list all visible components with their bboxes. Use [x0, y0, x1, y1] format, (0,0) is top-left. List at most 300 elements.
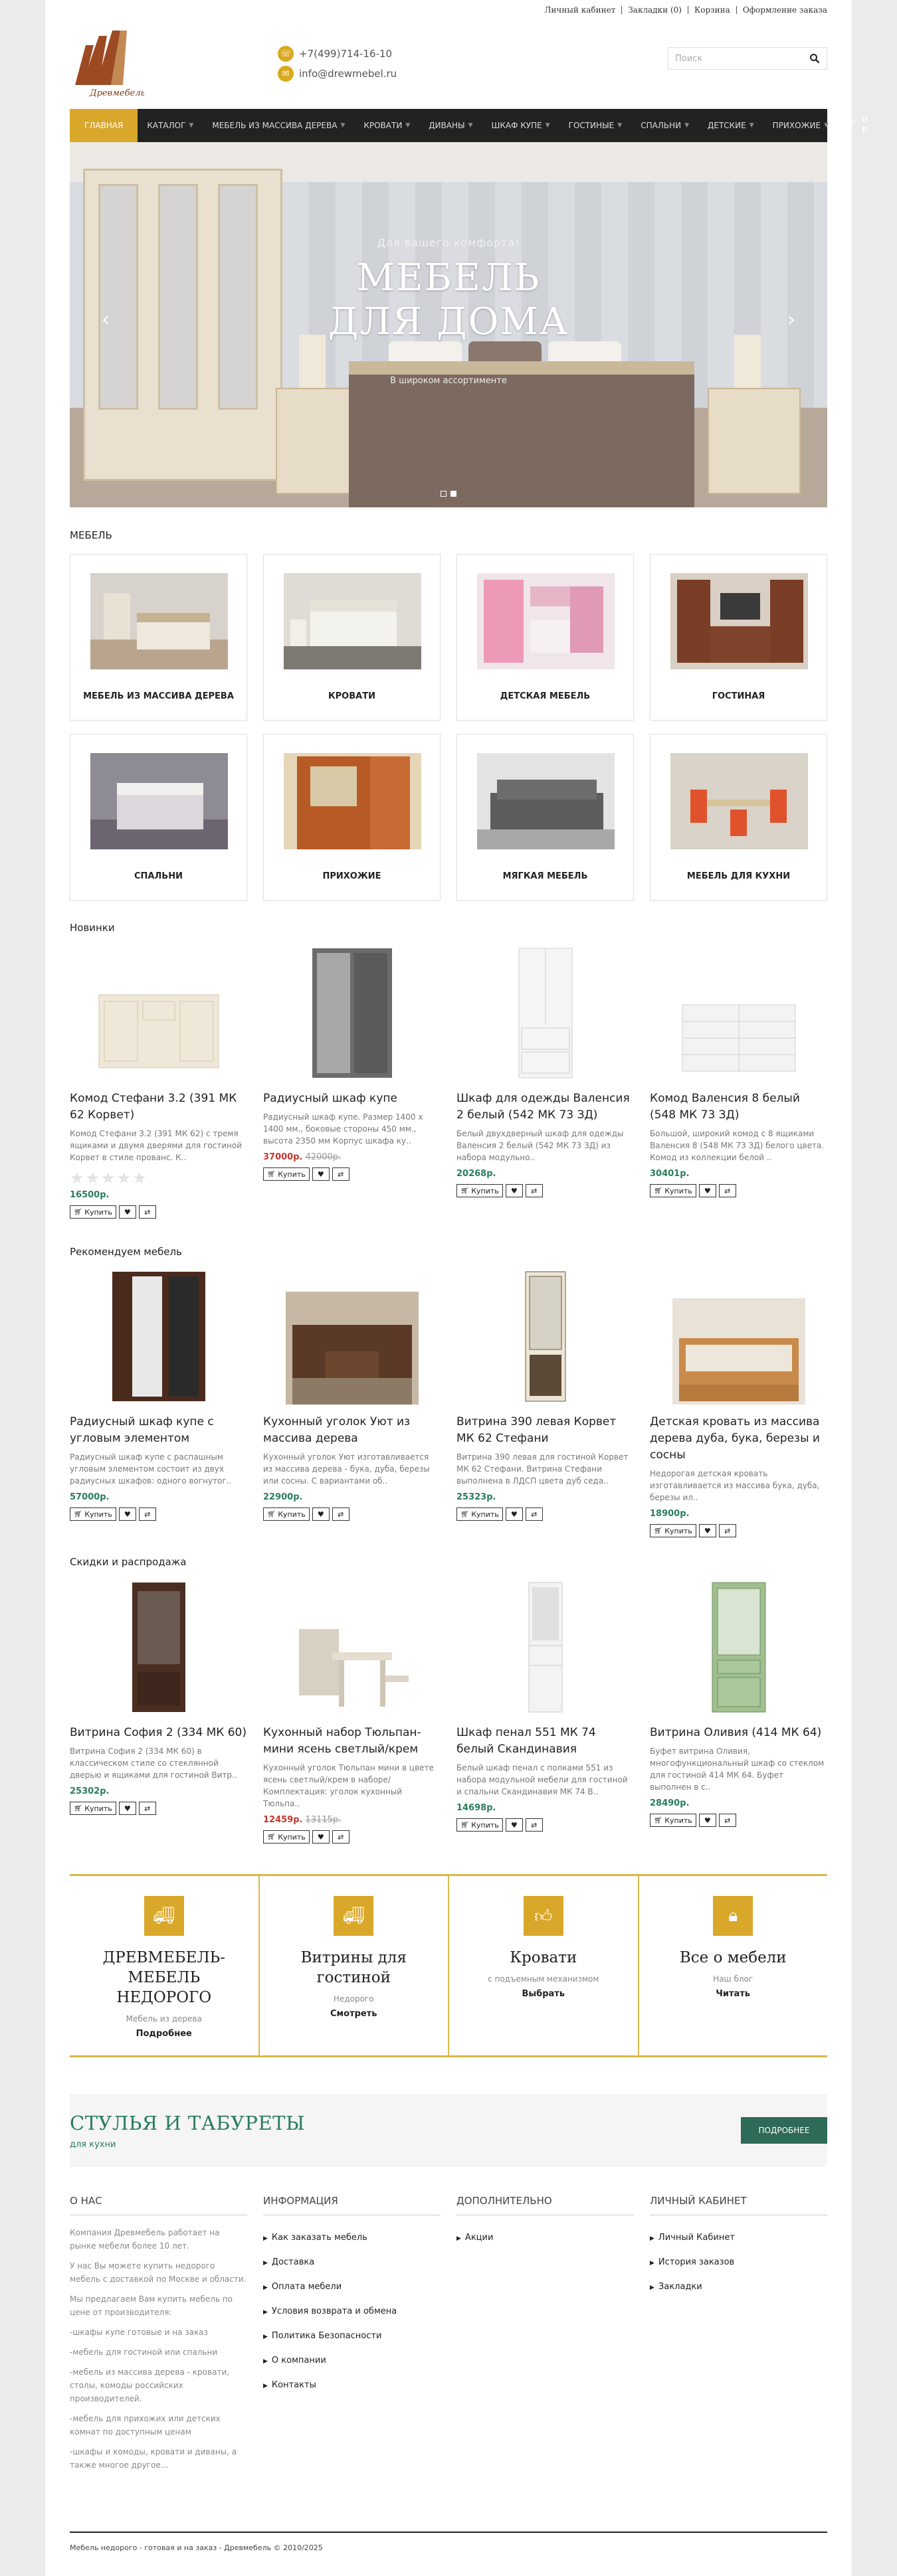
banner-button[interactable]: ПОДРОБНЕЕ [741, 2117, 827, 2144]
cart-icon: 🛒︎ [837, 119, 852, 132]
product-title[interactable]: Витрина 390 левая Корвет МК 62 Стефани [456, 1415, 617, 1445]
chevron-down-icon: ▼ [468, 122, 473, 129]
footer-link[interactable] [263, 2251, 441, 2275]
lock-icon: 🔒︎ [713, 1896, 753, 1936]
heart-icon: ♥ [704, 1526, 711, 1535]
product-card [650, 1268, 827, 1537]
cart-icon: 🛒︎ [74, 1208, 82, 1216]
footer-link-label: Политика Безопасности [271, 2331, 382, 2341]
compare-button[interactable] [719, 1524, 736, 1537]
category-image [90, 753, 228, 849]
product-description: Белый двухдверный шкаф для одежды Валенсия 2 белый (542 МК 73 ЗД) из набора модульно.. [456, 1129, 624, 1162]
product-title[interactable]: Комод Стефани 3.2 (391 МК 62 Корвет) [70, 1092, 237, 1122]
recommended-grid [70, 1268, 827, 1537]
category-card[interactable] [263, 734, 441, 901]
compare-button[interactable] [332, 1830, 349, 1844]
footer-link[interactable] [263, 2324, 441, 2349]
promo-block [260, 1876, 450, 2055]
buy-label: Купить [471, 1509, 499, 1519]
new-products-heading: Новинки [70, 922, 115, 934]
footer-link[interactable] [263, 2349, 441, 2373]
compare-button[interactable] [332, 1507, 349, 1521]
buy-button[interactable] [70, 1205, 116, 1219]
promo-link[interactable]: Выбрать [522, 1989, 565, 1999]
heart-icon: ♥ [124, 1207, 131, 1217]
top-links [538, 0, 827, 20]
slider-prev-icon[interactable]: ‹ [102, 308, 110, 331]
footer-text: -мебель для гостиной или спальни [70, 2348, 218, 2357]
buy-label: Купить [84, 1207, 112, 1217]
product-title[interactable]: Витрина София 2 (334 МК 60) [70, 1726, 247, 1739]
header-cart[interactable] [838, 115, 882, 136]
product-title[interactable]: Радиусный шкаф купе с угловым элементом [70, 1415, 214, 1445]
cart-icon: 🛒︎ [460, 1187, 469, 1195]
cart-icon: 🛒︎ [74, 1510, 82, 1518]
product-price [456, 1492, 634, 1502]
footer-info [263, 2195, 441, 2398]
footer-text: -мебель для прихожих или детских комнат по доступным ценам [70, 2414, 221, 2437]
buy-label: Купить [278, 1509, 306, 1519]
footer-link-label: Акции [464, 2233, 494, 2243]
search-icon[interactable] [809, 53, 820, 64]
compare-button[interactable] [139, 1507, 156, 1521]
heart-icon: ♥ [510, 1820, 518, 1830]
price-old: 13115р. [305, 1815, 342, 1825]
category-label: ГОСТИНАЯ [712, 691, 765, 701]
category-label: ПРИХОЖИЕ [322, 871, 381, 881]
hero-subtitle: Для вашего комфорта! [377, 236, 520, 249]
heart-icon: ♥ [124, 1509, 131, 1519]
product-image[interactable] [456, 945, 634, 1081]
nav-label: ШКАФ КУПЕ [491, 121, 542, 130]
footer-heading: О НАС [70, 2195, 247, 2215]
product-title[interactable]: Шкаф пенал 551 МК 74 белый Скандинавия [456, 1726, 596, 1756]
product-image[interactable] [650, 945, 827, 1081]
product-description: Витрина 390 левая для гостиной Корвет МК 62 Стефани. Витрина Стефани выполнена в ЛДСП цвета дуб седа.. [456, 1452, 629, 1486]
product-actions [70, 1802, 247, 1815]
nav-label: КРОВАТИ [363, 121, 403, 130]
wishlist-button[interactable] [119, 1802, 136, 1815]
heart-icon: ♥ [704, 1816, 711, 1825]
category-card[interactable] [70, 734, 247, 901]
heart-icon: ♥ [317, 1509, 324, 1519]
footer-link[interactable] [650, 2275, 827, 2300]
chevron-right-icon: ▶ [263, 2334, 268, 2340]
chevron-right-icon: ▶ [263, 2260, 268, 2267]
main-nav [70, 109, 870, 142]
cart-icon: 🛒︎ [267, 1510, 276, 1518]
chevron-right-icon: ▶ [263, 2358, 268, 2365]
category-image [284, 573, 421, 669]
compare-icon: ⇄ [531, 1186, 538, 1195]
buy-button[interactable] [650, 1524, 696, 1537]
cart-icon: 🛒︎ [267, 1833, 276, 1841]
price-old: 42000р. [305, 1152, 342, 1162]
chevron-down-icon: ▼ [684, 122, 689, 129]
nav-label: СПАЛЬНИ [641, 121, 682, 130]
copyright: Мебель недорого - готовая и на заказ - Древмебель © 2010/2025 [70, 2532, 827, 2552]
heart-icon: ♥ [317, 1169, 324, 1179]
compare-icon: ⇄ [144, 1509, 151, 1519]
compare-button[interactable] [139, 1205, 156, 1219]
product-card [650, 1579, 827, 1844]
category-card[interactable] [263, 554, 441, 721]
footer-link[interactable] [263, 2300, 441, 2324]
buy-label: Купить [664, 1526, 692, 1535]
price-new: 12459р. [263, 1815, 303, 1825]
category-grid [70, 554, 827, 901]
footer-link[interactable] [650, 2251, 827, 2275]
product-title[interactable]: Радиусный шкаф купе [263, 1092, 397, 1105]
product-title[interactable]: Кухонный уголок Уют из массива дерева [263, 1415, 411, 1445]
page [45, 0, 870, 2576]
product-title[interactable]: Детская кровать из массива дерева дуба, бука, березы и сосны [650, 1415, 820, 1462]
wishlist-button[interactable] [506, 1818, 523, 1832]
compare-button[interactable] [139, 1802, 156, 1815]
hero-nightstand [708, 388, 801, 494]
chevron-right-icon: ▶ [650, 2284, 654, 2291]
banner-title: СТУЛЬЯ И ТАБУРЕТЫ [70, 2111, 306, 2134]
category-image [477, 753, 615, 849]
nav-item-sofas[interactable] [419, 109, 482, 142]
buy-label: Купить [471, 1820, 499, 1830]
product-actions [650, 1524, 827, 1537]
product-price [456, 1169, 634, 1179]
slider-dot[interactable] [441, 491, 447, 497]
wishlist-link[interactable]: Закладки (0) [622, 6, 688, 14]
footer-link-label: Контакты [271, 2380, 316, 2390]
buy-label: Купить [664, 1186, 692, 1195]
product-description: Радиусный шкаф купе. Размер 1400 х 1400 мм., боковые стороны 450 мм., высота 2350 мм Корпус шкафа ку.. [263, 1112, 423, 1146]
nav-label: ДЕТСКИЕ [708, 121, 746, 130]
footer-account [650, 2195, 827, 2300]
compare-icon: ⇄ [338, 1832, 344, 1842]
compare-button[interactable] [332, 1167, 349, 1181]
product-image[interactable] [70, 1268, 247, 1405]
footer-text: -шкафы и комоды, кровати и диваны, а также многое другое... [70, 2447, 237, 2470]
compare-button[interactable] [526, 1818, 543, 1832]
buy-button[interactable] [263, 1830, 310, 1844]
product-image[interactable] [650, 1579, 827, 1715]
category-label: СПАЛЬНИ [134, 871, 183, 881]
price-new: 22900р. [263, 1492, 303, 1502]
compare-button[interactable] [526, 1184, 543, 1197]
sale-grid [70, 1579, 827, 1844]
price-new: 16500р. [70, 1190, 110, 1200]
wishlist-button[interactable] [119, 1507, 136, 1521]
chevron-down-icon: ▼ [617, 122, 623, 129]
product-actions [263, 1507, 441, 1521]
chevron-down-icon: ▼ [405, 122, 411, 129]
promo-block [70, 1876, 260, 2055]
price-new: 30401р. [650, 1169, 690, 1179]
compare-icon: ⇄ [531, 1820, 538, 1830]
compare-icon: ⇄ [724, 1186, 731, 1195]
buy-button[interactable] [70, 1802, 116, 1815]
category-card[interactable] [650, 554, 827, 721]
wishlist-button[interactable] [699, 1524, 716, 1537]
footer-link[interactable] [263, 2226, 441, 2251]
categories-heading: МЕБЕЛЬ [70, 529, 112, 541]
nav-item-kids[interactable] [698, 109, 763, 142]
heart-icon: ♥ [124, 1804, 131, 1813]
buy-button[interactable] [650, 1184, 696, 1197]
wishlist-button[interactable] [119, 1205, 136, 1219]
category-card[interactable] [650, 734, 827, 901]
product-description: Недорогая детская кровать изготавливается из массива бука, дуба, березы ил.. [650, 1469, 820, 1502]
product-actions [650, 1814, 827, 1827]
chevron-down-icon: ▼ [189, 122, 194, 129]
footer-link-label: Закладки [658, 2282, 702, 2292]
banner-text [70, 2112, 305, 2150]
buy-label: Купить [84, 1509, 112, 1519]
promo-block [449, 1876, 639, 2055]
compare-button[interactable] [526, 1507, 543, 1521]
product-title[interactable]: Шкаф для одежды Валенсия 2 белый (542 МК 73 ЗД) [456, 1092, 630, 1122]
compare-icon: ⇄ [531, 1509, 538, 1519]
promo-subtitle: Недорого [333, 1994, 374, 2004]
wishlist-button[interactable] [699, 1184, 716, 1197]
footer-link-label: История заказов [658, 2257, 735, 2267]
price-new: 18900р. [650, 1509, 690, 1519]
promo-subtitle: с подъемным механизмом [488, 1974, 599, 1984]
cart-icon: 🛒︎ [654, 1816, 662, 1824]
product-actions [456, 1818, 634, 1832]
buy-label: Купить [471, 1186, 499, 1195]
promo-title: ДРЕВМЕБЕЛЬ-МЕБЕЛЬ НЕДОРОГО [102, 1949, 225, 2006]
wishlist-button[interactable] [506, 1507, 523, 1521]
chevron-right-icon: ▶ [263, 2383, 268, 2389]
buy-label: Купить [278, 1832, 306, 1842]
product-actions [263, 1167, 441, 1181]
nav-label: ГЛАВНАЯ [84, 121, 124, 130]
footer-extra [456, 2195, 634, 2251]
product-title[interactable]: Кухонный набор Тюльпан-мини ясень светлый/крем [263, 1726, 421, 1756]
promo-subtitle: Мебель из дерева [126, 2014, 202, 2023]
promo-link[interactable]: Подробнее [136, 2029, 192, 2039]
product-image[interactable] [456, 1268, 634, 1405]
product-price [263, 1152, 441, 1162]
cart-link[interactable]: Корзина [688, 6, 737, 14]
nav-item-beds[interactable] [354, 109, 419, 142]
compare-icon: ⇄ [724, 1816, 731, 1825]
product-image[interactable] [263, 945, 441, 1081]
price-new: 25302р. [70, 1786, 110, 1796]
product-price [456, 1803, 634, 1813]
buy-button[interactable] [456, 1184, 503, 1197]
compare-icon: ⇄ [338, 1509, 344, 1519]
promo-link[interactable]: Читать [716, 1989, 751, 1999]
chevron-right-icon: ▶ [650, 2235, 654, 2242]
cart-icon: 🛒︎ [267, 1170, 276, 1178]
product-card [456, 1268, 634, 1537]
footer-text: Мы предлагаем Вам купить мебель по цене от производителя: [70, 2294, 233, 2317]
price-new: 37000р. [263, 1152, 303, 1162]
footer-link-label: О компании [271, 2356, 326, 2365]
product-description: Большой, широкий комод с 8 ящиками Валенсия 8 (548 МК 73 ЗД) белого цвета. Комод из коллекции белой .. [650, 1129, 825, 1162]
cart-icon: 🛒︎ [74, 1804, 82, 1812]
nav-label: ПРИХОЖИЕ [772, 121, 821, 130]
category-image [670, 753, 808, 849]
product-image[interactable] [70, 1579, 247, 1715]
footer-heading: ДОПОЛНИТЕЛЬНО [456, 2195, 634, 2215]
product-title[interactable]: Витрина Оливия (414 МК 64) [650, 1726, 822, 1739]
product-actions [456, 1184, 634, 1197]
mail-icon: ✉ [278, 66, 294, 82]
search-input[interactable]: Поиск [675, 53, 703, 64]
header-phone[interactable]: +7(499)714-16-10 [299, 48, 393, 60]
product-price [263, 1815, 441, 1825]
account-link[interactable]: Личный кабинет [538, 6, 622, 14]
product-image[interactable] [650, 1268, 827, 1405]
logo[interactable] [70, 27, 144, 101]
nav-item-catalog[interactable] [138, 109, 203, 142]
slider-next-icon[interactable]: › [787, 308, 795, 331]
category-image [90, 573, 228, 669]
category-image [284, 753, 421, 849]
category-image [670, 573, 808, 669]
product-image[interactable] [456, 1579, 634, 1715]
heart-icon: ♥ [704, 1186, 711, 1195]
wishlist-button[interactable] [312, 1830, 330, 1844]
product-description: Радиусный шкаф купе с распашным угловым элементом состоит из двух радиусных шкафов: одного вогнутог.. [70, 1452, 232, 1486]
chevron-down-icon: ▼ [340, 122, 346, 129]
phone-icon: ☏ [278, 46, 294, 62]
footer-link[interactable] [456, 2226, 634, 2251]
footer-link-label: Оплата мебели [271, 2282, 342, 2292]
chevron-down-icon: ▼ [545, 122, 550, 129]
wishlist-button[interactable] [312, 1167, 330, 1181]
price-new: 57000р. [70, 1492, 110, 1502]
buy-label: Купить [84, 1804, 112, 1813]
buy-button[interactable] [263, 1507, 310, 1521]
footer-link-label: Доставка [271, 2257, 315, 2267]
product-title[interactable]: Комод Валенсия 8 белый (548 МК 73 ЗД) [650, 1092, 800, 1122]
wishlist-button[interactable] [506, 1184, 523, 1197]
product-card [263, 1268, 441, 1537]
product-card [263, 1579, 441, 1844]
product-price [70, 1786, 247, 1796]
product-price [650, 1798, 827, 1808]
hero-tagline: В широком ассортименте [390, 376, 507, 386]
nav-item-solid-wood[interactable] [203, 109, 354, 142]
chevron-right-icon: ▶ [456, 2235, 461, 2242]
product-card [650, 945, 827, 1219]
slider-dot[interactable] [450, 491, 456, 497]
product-price [70, 1492, 247, 1502]
product-card [70, 1579, 247, 1844]
truck-icon: 🚚︎ [334, 1896, 373, 1936]
product-image[interactable] [263, 1579, 441, 1715]
compare-button[interactable] [719, 1184, 736, 1197]
product-description: Комод Стефани 3.2 (391 МК 62) с тремя ящиками и двумя дверями для гостиной Корвет в стиле прованс. К.. [70, 1129, 243, 1162]
buy-button[interactable] [456, 1507, 503, 1521]
category-card[interactable] [70, 554, 247, 721]
product-card [70, 945, 247, 1219]
chevron-right-icon: ▶ [263, 2309, 268, 2316]
nav-item-hallways[interactable] [763, 109, 838, 142]
product-price [650, 1509, 827, 1519]
slider-dots [70, 491, 827, 497]
header-email[interactable]: info@drewmebel.ru [299, 68, 397, 80]
footer-link[interactable] [650, 2226, 827, 2251]
nav-item-wardrobes[interactable] [482, 109, 559, 142]
footer-heading: ЛИЧНЫЙ КАБИНЕТ [650, 2195, 827, 2215]
category-label: ДЕТСКАЯ МЕБЕЛЬ [500, 691, 591, 701]
nav-item-bedrooms[interactable] [631, 109, 698, 142]
promo-link[interactable]: Смотреть [330, 2009, 377, 2019]
chevron-right-icon: ▶ [650, 2260, 654, 2267]
product-card [70, 1268, 247, 1537]
checkout-link[interactable]: Оформление заказа [742, 5, 827, 15]
compare-button[interactable] [719, 1814, 736, 1827]
footer-link-label: Условия возврата и обмена [271, 2306, 397, 2316]
product-description: Буфет витрина Оливия, многофункциональный шкаф со стеклом для гостиной 414 МК 64. Буфет выполнен в с.. [650, 1747, 825, 1792]
product-actions [70, 1205, 247, 1219]
buy-button[interactable] [70, 1507, 116, 1521]
hero-title [70, 256, 827, 344]
product-image[interactable] [263, 1268, 441, 1405]
nav-item-home[interactable] [70, 109, 138, 142]
banner-subtitle: для кухни [70, 2139, 116, 2150]
hero-title-line: МЕБЕЛЬ [356, 256, 541, 300]
wishlist-button[interactable] [312, 1507, 330, 1521]
buy-button[interactable] [650, 1814, 696, 1827]
category-label: МЕБЕЛЬ ДЛЯ КУХНИ [686, 871, 791, 881]
cart-icon: 🛒︎ [654, 1527, 662, 1535]
thumbs-up-icon: 👍︎ [524, 1896, 563, 1936]
category-card[interactable] [456, 734, 634, 901]
nav-item-living-rooms[interactable] [559, 109, 632, 142]
price-new: 20268р. [456, 1169, 496, 1179]
price-new: 14698р. [456, 1803, 496, 1813]
nav-label: КАТАЛОГ [147, 121, 186, 130]
footer-text: -мебель из массива дерева - кровати, столы, комоды российских производителей. [70, 2367, 230, 2403]
footer-heading: ИНФОРМАЦИЯ [263, 2195, 441, 2215]
category-card[interactable] [456, 554, 634, 721]
compare-icon: ⇄ [144, 1207, 151, 1217]
cart-total: 0 Р. [862, 115, 870, 136]
category-label: МЕБЕЛЬ ИЗ МАССИВА ДЕРЕВА [83, 691, 234, 701]
product-image[interactable] [70, 945, 247, 1081]
nav-label: МЕБЕЛЬ ИЗ МАССИВА ДЕРЕВА [212, 121, 338, 130]
recommended-heading: Рекомендуем мебель [70, 1246, 182, 1258]
product-price [263, 1492, 441, 1502]
buy-button[interactable] [263, 1167, 310, 1181]
truck-icon: 🚚︎ [144, 1896, 184, 1936]
footer-link-label: Личный Кабинет [658, 2233, 735, 2243]
new-products-grid [70, 945, 827, 1219]
product-description: Витрина София 2 (334 МК 60) в классическом стиле со стеклянной дверью и ящиками для гостиной Витр.. [70, 1747, 237, 1780]
wishlist-button[interactable] [699, 1814, 716, 1827]
category-label: КРОВАТИ [328, 691, 375, 701]
footer-link[interactable] [263, 2373, 441, 2398]
footer-link[interactable] [263, 2275, 441, 2300]
promo-strip [70, 1874, 827, 2057]
price-new: 25323р. [456, 1492, 496, 1502]
chevron-down-icon: ▼ [824, 122, 829, 129]
buy-button[interactable] [456, 1818, 503, 1832]
buy-label: Купить [278, 1169, 306, 1179]
header-contacts [278, 44, 397, 84]
footer-text: У нас Вы можете купить недорого мебель с доставкой по Москве и области. [70, 2261, 247, 2284]
cart-icon: 🛒︎ [460, 1821, 469, 1829]
nav-label: ДИВАНЫ [429, 121, 465, 130]
product-price [70, 1190, 247, 1200]
cart-icon: 🛒︎ [654, 1187, 662, 1195]
chevron-right-icon: ▶ [263, 2235, 268, 2242]
search-box[interactable] [668, 47, 827, 70]
